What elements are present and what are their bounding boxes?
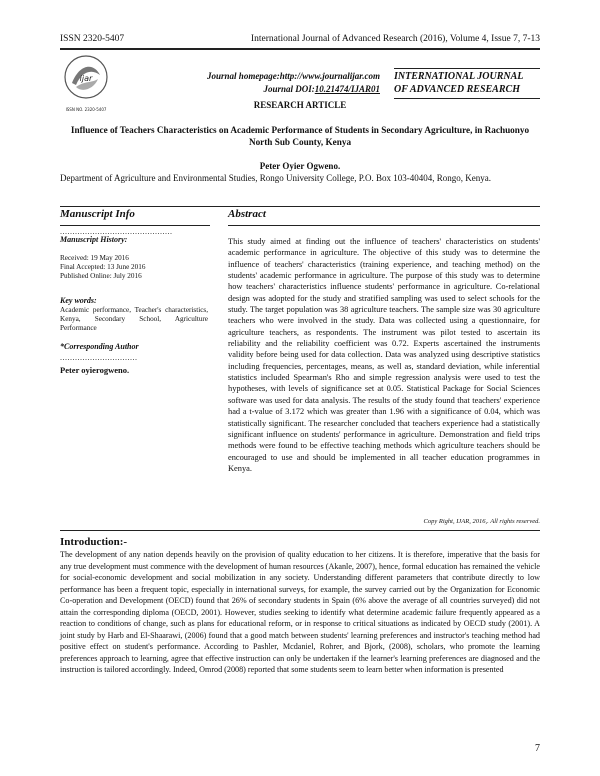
manuscript-info-heading: Manuscript Info (60, 208, 135, 220)
received-date: Received: 19 May 2016 (60, 254, 129, 262)
journal-homepage-block (160, 70, 380, 96)
abstract-bottom-rule (60, 530, 540, 531)
journal-citation: International Journal of Advanced Research (2016), Volume 4, Issue 7, 7-13 (250, 34, 540, 44)
copyright-notice: Copy Right, IJAR, 2016,. All rights reserved. (423, 518, 540, 525)
running-header (60, 34, 540, 44)
journal-doi-label: Journal DOI: (263, 84, 315, 94)
article-title: Influence of Teachers Characteristics on Academic Performance of Students in Secondary Agriculture, in Rachuonyo North Sub County, Kenya (70, 125, 530, 147)
corresponding-author-label: *Corresponding Author (60, 342, 139, 351)
article-author: Peter Oyier Ogweno. (259, 161, 341, 171)
journal-name-line1: INTERNATIONAL JOURNAL (394, 71, 524, 82)
dotted-separator: ............................... (60, 353, 138, 362)
journal-name-top-rule (394, 68, 540, 69)
abstract-heading: Abstract (228, 208, 266, 220)
journal-doi-line (160, 83, 380, 96)
journal-name-block (394, 70, 523, 96)
article-type: RESEARCH ARTICLE (253, 100, 347, 110)
journal-doi-link[interactable]: 10.21474/IJAR01 (314, 84, 380, 94)
header-rule (60, 48, 540, 50)
manuscript-info-rule (60, 225, 210, 226)
manuscript-dates (60, 254, 208, 281)
logo-issn: ISSN NO. 2320-5407 (65, 107, 107, 112)
dotted-separator: ............................................. (60, 227, 173, 236)
corresponding-author-name: Peter oyierogweno. (60, 365, 130, 375)
published-date: Published Online: July 2016 (60, 272, 142, 280)
article-affiliation: Department of Agriculture and Environmental Studies, Rongo University College, P.O. Box 103-40404, Rongo, Kenya. (60, 173, 491, 183)
keywords-label: Key words: (60, 296, 97, 305)
introduction-text: The development of any nation depends heavily on the provision of quality education to her citizens. It is therefore, imperative that the basis for any true development must commence with the development of human resources (Akanle, 2007), hence, formal education has remained the vehicle for social-economic development and social mobilization in any society. Understanding different parameters that contribute directly to low performance has been a frequent topic, especially in international surveys, for example, the survey carried out by the Organization for Economic Co-operation and Development (OECD) found that 26% of secondary students in Spain (6% above the average of all countries surveyed) did not attain the corresponding diploma (OECD, 2001). However, studies seeking to identify what determine academic failure frequently appeared as a reaction to conditions of change, such as plans for educational reform, or in response to critical situations as indicated by OECD study (2001). A joint study by Harb and El-Shaarawi, (2006) found that a good match between students' learning preferences and instructor's teaching method had positive effect on student's performance. According to Pashler, Mcdaniel, Rohrer, and Bjork, (2008), scholars, who promote the learning preferences approach to learning, agree that effective instruction can only be undertaken if the learner's learning preferences are diagnosed and the instruction is tailored accordingly. Indeed, Omrod (2008) reported that some students seem to learn better when information is presented (60, 550, 540, 675)
logo-mark: ijar (79, 74, 93, 83)
introduction-heading: Introduction:- (60, 536, 128, 548)
accepted-date: Final Accepted: 13 June 2016 (60, 263, 146, 271)
manuscript-history-label: Manuscript History: (60, 235, 128, 244)
journal-name-bottom-rule (394, 98, 540, 99)
abstract-text: This study aimed at finding out the influence of teachers' characteristics on students' academic performance in agriculture. The objective of this study was to determine the influence of teachers' characteristics (training experience, and teaching method) on the students' academic performance in agriculture. The purpose of this study was to determine how teachers' characteristics influence students' performance in agriculture. Co-relational design was adopted for the study and stratified sampling was used to select schools for the study. The target population was 38 agriculture teachers. The sample size was 30 agriculture teachers who were involved in the study. Data was collected using a questionnaire, for agriculture teachers, as respondents. The instrument was pilot tested to ascertain its reliability and the reliability coefficient was 0.72. Experts ascertained the instruments validity before being used for data collection. Data was analyzed using descriptive statistics including frequencies, percentages, means, as well as, standard deviation, while inferential statistics included Spearman's Rho and simple regression analysis were used to test the hypotheses, with levels of significance set at 0.05. Statistical Package for Social Sciences software was used for data analysis. The results of the study found that teachers' experience had a t-value of 3.172 which was greater than 1.96 with a significance of 0.04, which was statistically significant. The researcher concluded that teachers experience had a statistically significant influence on students' performance in agriculture. Demonstration and field trips methods were found to be effective teaching methods which agriculture teachers should be encouraged to use and should be implemented in all teacher education programmes in Kenya. (228, 237, 540, 473)
info-top-rule (60, 206, 540, 207)
keywords-text: Academic performance, Teacher's characteristics, Kenya, Secondary School, Agriculture Performance (60, 306, 208, 332)
issn-header: ISSN 2320-5407 (60, 34, 125, 44)
abstract-heading-rule (228, 225, 540, 226)
journal-name-line2: OF ADVANCED RESEARCH (394, 84, 520, 95)
journal-homepage: Journal homepage:http://www.journalijar.com (207, 71, 380, 81)
page-number: 7 (535, 743, 540, 754)
